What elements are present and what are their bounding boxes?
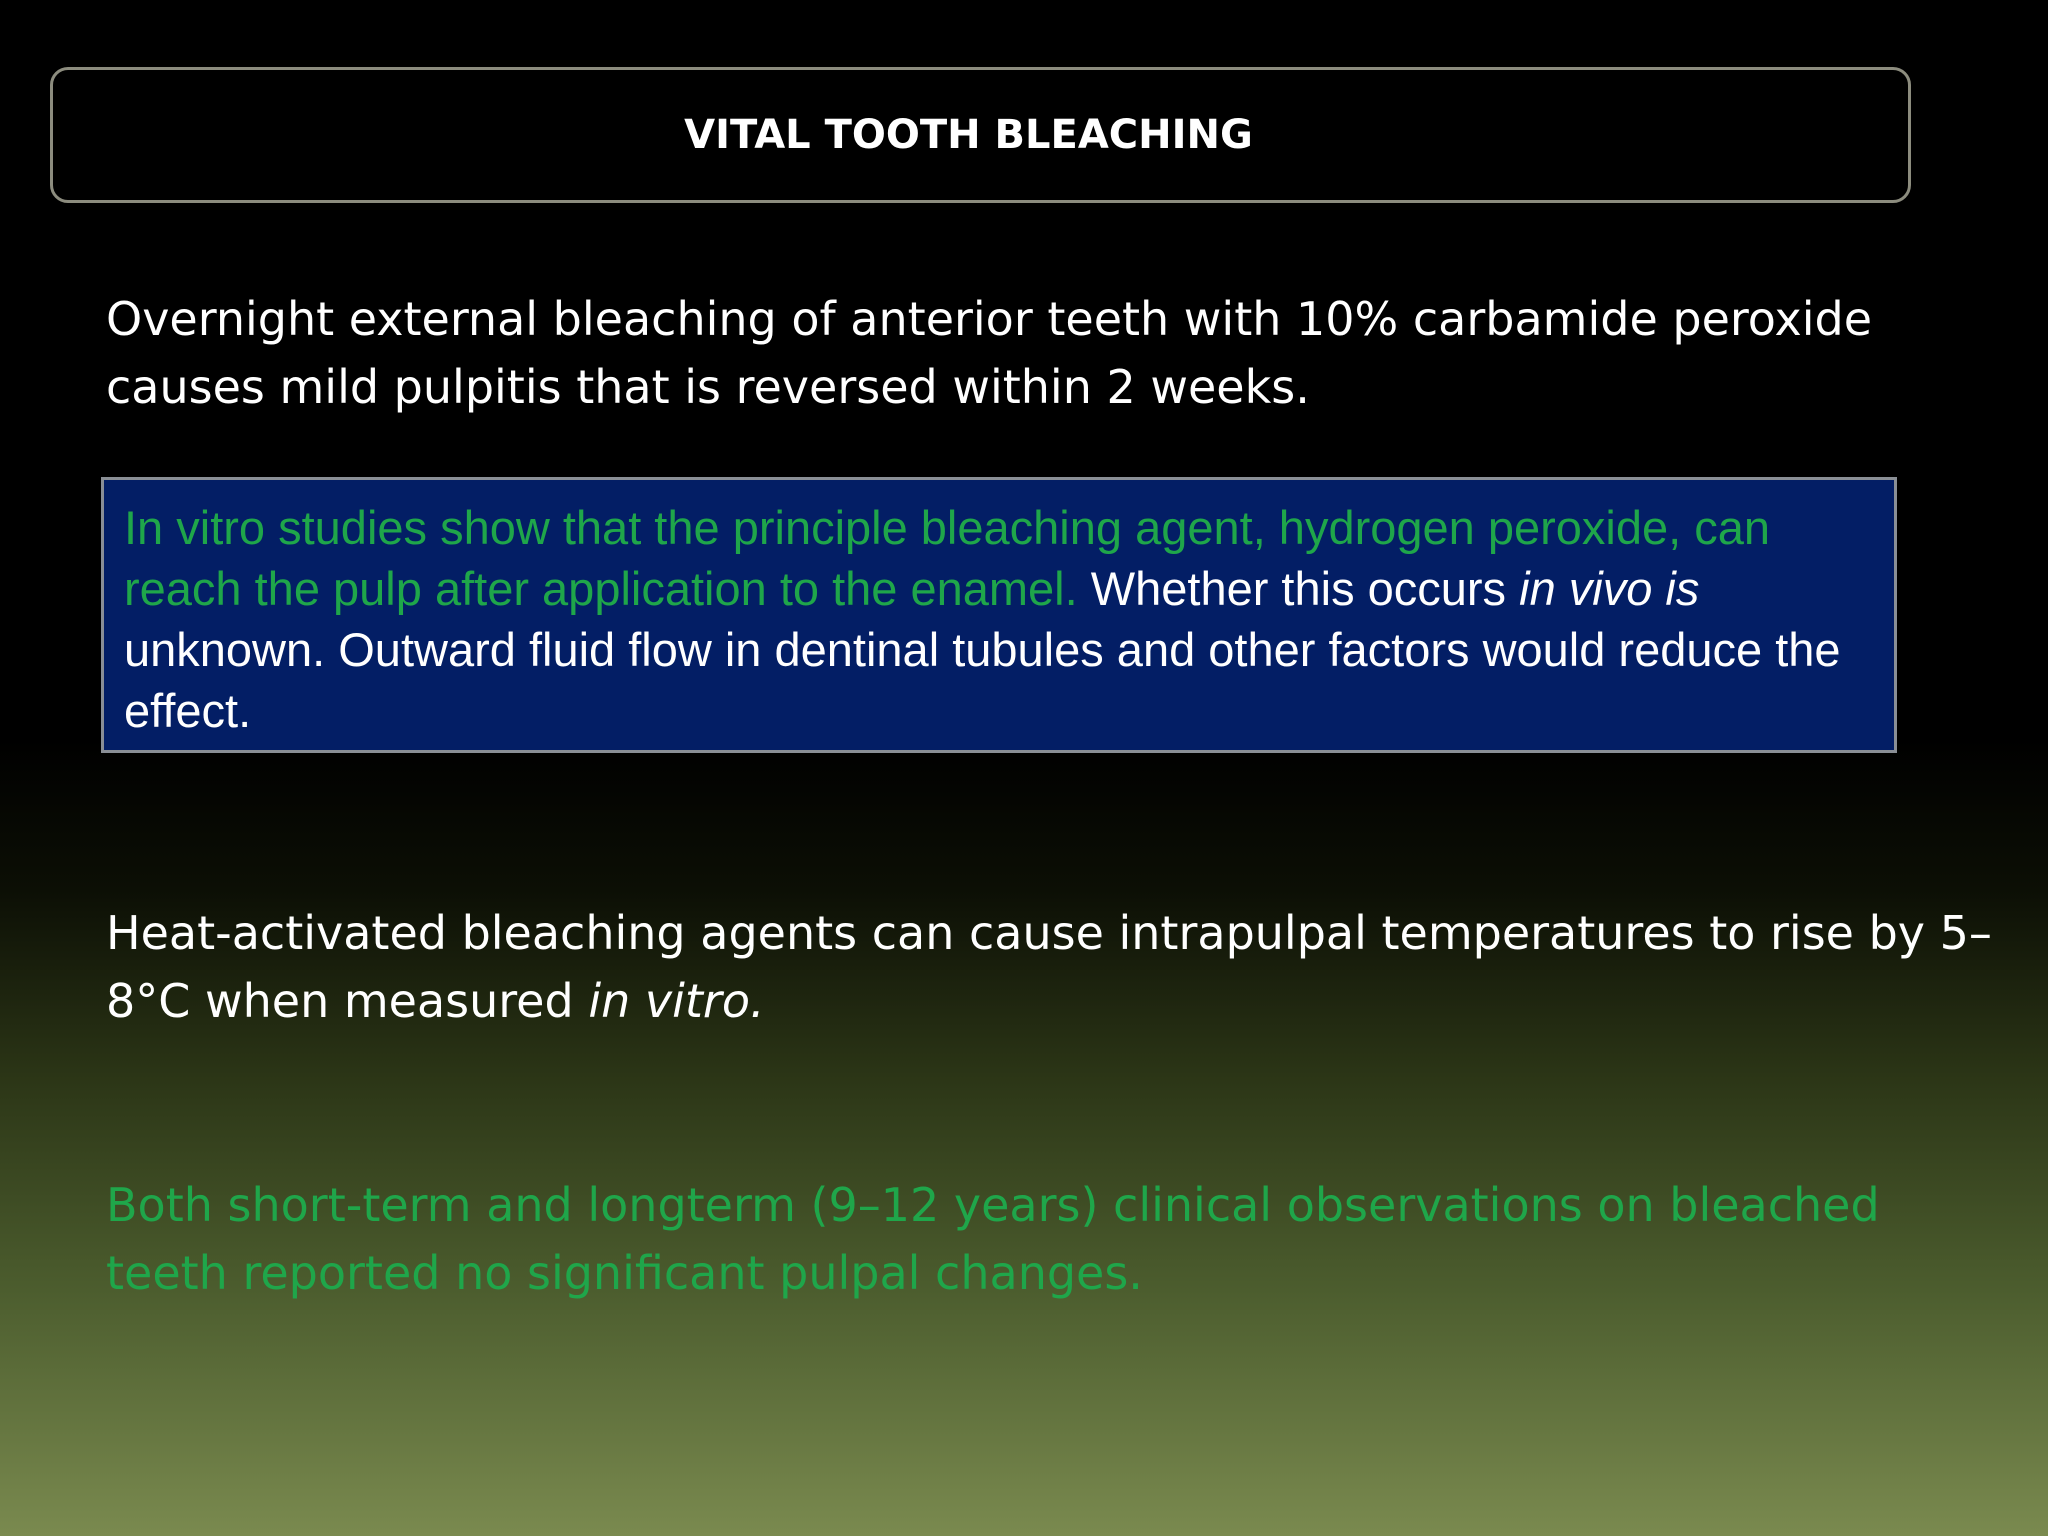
paragraph-heat-italic: in vitro. [588,974,765,1028]
paragraph-heat-text: Heat-activated bleaching agents can cause intrapulpal temperatures to rise by 5–8°C when measured [106,906,1992,1028]
info-box-text-a: Whether this occurs [1077,562,1520,615]
title-box [50,67,1911,203]
slide-title: VITAL TOOTH BLEACHING [684,112,1253,158]
info-box-text-b: unknown. Outward fluid flow in dentinal tubules and other factors would reduce the effect. [124,623,1841,737]
paragraph-clinical-observations: Both short-term and longterm (9–12 years) clinical observations on bleached teeth reported no significant pulpal changes. [106,1178,1880,1300]
info-box-italic-text: in vivo is [1519,562,1700,615]
info-box-highlight-text: In vitro studies show that the principle bleaching agent, hydrogen peroxide, can reach the pulp after application to the enamel. [124,501,1771,615]
paragraph-carbamide-peroxide: Overnight external bleaching of anterior teeth with 10% carbamide peroxide causes mild pulpitis that is reversed within 2 weeks. [106,292,1873,414]
paragraph-heat-activated [106,899,2026,1035]
in-vitro-info-box [101,477,1897,753]
